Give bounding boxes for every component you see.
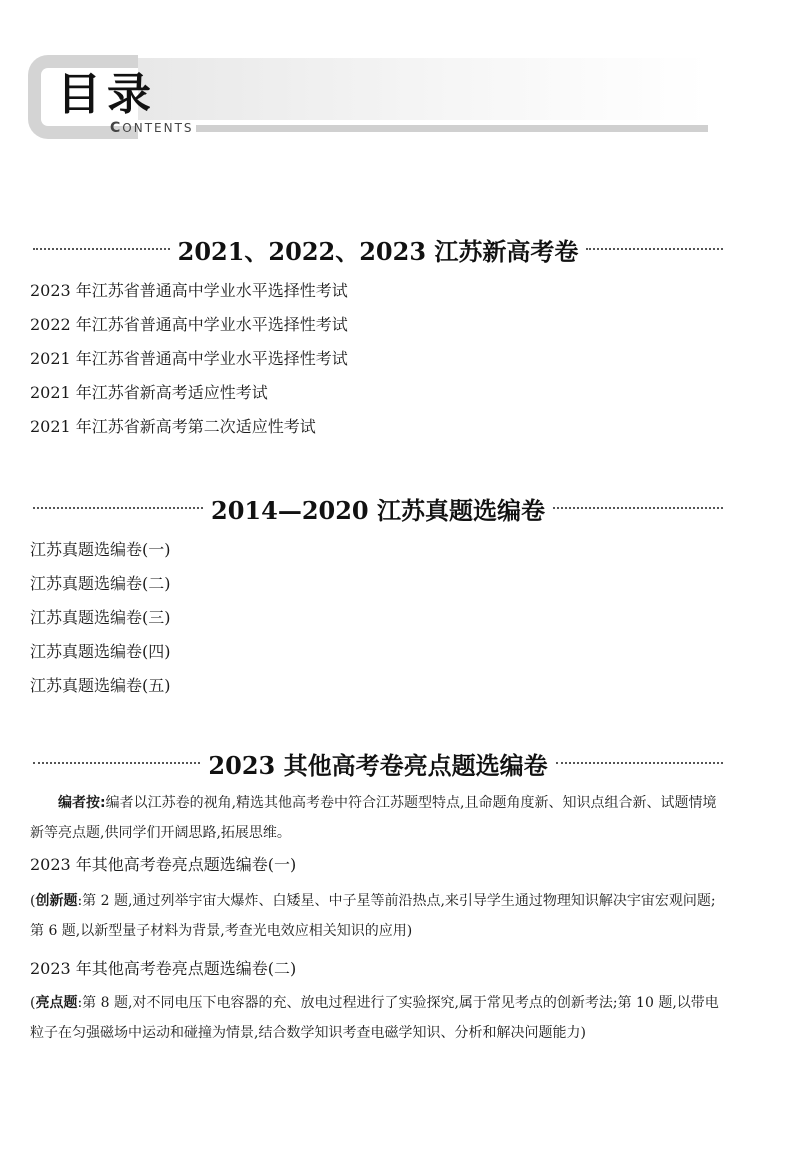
toc-item[interactable]: 江苏真题选编卷(四) (30, 642, 171, 661)
section-heading-3 (33, 748, 723, 778)
section-heading-text: 2021、2022、2023 江苏新高考卷 (177, 236, 579, 266)
section-heading-1 (33, 234, 723, 264)
editor-note-label: 编者按: (58, 795, 106, 811)
page-title: 目录 (57, 69, 157, 120)
dotted-leader-left (33, 762, 200, 764)
toc-item[interactable]: 2023 年江苏省普通高中学业水平选择性考试 (30, 281, 348, 300)
toc-item[interactable]: 2021 年江苏省新高考第二次适应性考试 (30, 417, 316, 436)
header-band (138, 58, 708, 120)
editor-note-text: 编者以江苏卷的视角,精选其他高考卷中符合江苏题型特点,且命题角度新、知识点组合新、试题情境新等亮点题,供同学们开阔思路,拓展思维。 (30, 795, 717, 841)
section-heading-text: 2014—2020 江苏真题选编卷 (211, 495, 545, 525)
subtitle-initial: C (110, 120, 123, 136)
highlight-label: 创新题 (35, 893, 78, 909)
toc-item[interactable]: 江苏真题选编卷(五) (30, 676, 171, 695)
dotted-leader-left (33, 248, 170, 250)
highlight-label: 亮点题 (35, 995, 78, 1011)
dotted-leader-right (556, 762, 723, 764)
section-heading-2 (33, 493, 723, 523)
highlight-note: (创新题:第 2 题,通过列举宇宙大爆炸、白矮星、中子星等前沿热点,来引导学生通过物理知识解决宇宙宏观问题;第 6 题,以新型量子材料为背景,考查光电效应相关知识的应用) (30, 893, 716, 939)
dotted-leader-right (586, 248, 723, 250)
toc-item[interactable]: 2021 年江苏省新高考适应性考试 (30, 383, 268, 402)
toc-item[interactable]: 2023 年其他高考卷亮点题选编卷(二) (30, 959, 297, 978)
dotted-leader-right (553, 507, 723, 509)
highlight-text: :第 2 题,通过列举宇宙大爆炸、白矮星、中子星等前沿热点,来引导学生通过物理知识解决宇宙宏观问题;第 6 题,以新型量子材料为背景,考查光电效应相关知识的应用) (30, 893, 716, 939)
header-divider (196, 125, 708, 132)
toc-item[interactable]: 2021 年江苏省普通高中学业水平选择性考试 (30, 349, 348, 368)
toc-item[interactable]: 江苏真题选编卷(二) (30, 574, 171, 593)
toc-item[interactable]: 2023 年其他高考卷亮点题选编卷(一) (30, 855, 297, 874)
editor-note (30, 788, 726, 848)
toc-item[interactable]: 江苏真题选编卷(三) (30, 608, 171, 627)
highlight-text: :第 8 题,对不同电压下电容器的充、放电过程进行了实验探究,属于常见考点的创新考法;第 10 题,以带电粒子在匀强磁场中运动和碰撞为情景,结合数学知识考查电磁学知识、分析和解决问题能力) (30, 995, 719, 1041)
toc-item[interactable]: 江苏真题选编卷(一) (30, 540, 171, 559)
dotted-leader-left (33, 507, 203, 509)
highlight-note: (亮点题:第 8 题,对不同电压下电容器的充、放电过程进行了实验探究,属于常见考点的创新考法;第 10 题,以带电粒子在匀强磁场中运动和碰撞为情景,结合数学知识考查电磁学知识、分析和解决问题能力) (30, 995, 719, 1041)
subtitle-rest: ONTENTS (122, 121, 194, 135)
page-subtitle (110, 120, 194, 136)
section-heading-text: 2023 其他高考卷亮点题选编卷 (208, 750, 548, 780)
toc-item[interactable]: 2022 年江苏省普通高中学业水平选择性考试 (30, 315, 348, 334)
